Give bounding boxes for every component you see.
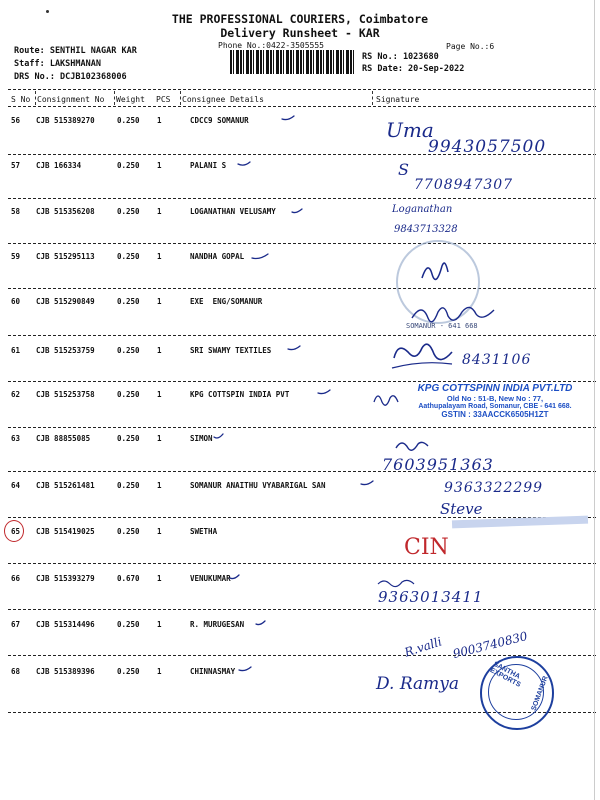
phone-number: Phone No.:0422-3505555 bbox=[218, 41, 324, 50]
row-weight: 0.250 bbox=[117, 116, 140, 125]
document-subtitle: Delivery Runsheet - KAR bbox=[220, 26, 380, 40]
signature-61-phone: 8431106 bbox=[462, 352, 532, 368]
row-sno: 65 bbox=[11, 527, 21, 536]
rs-date: RS Date: 20-Sep-2022 bbox=[362, 64, 465, 74]
signature-65: CIN bbox=[404, 535, 449, 560]
row-sno: 66 bbox=[11, 574, 21, 583]
page-edge bbox=[594, 0, 595, 800]
row-weight: 0.250 bbox=[117, 667, 140, 676]
row-consignment: CJB 515393279 bbox=[36, 574, 95, 583]
signature-57: S bbox=[398, 160, 409, 179]
row-pcs: 1 bbox=[157, 297, 162, 306]
signature-68-name2: D. Ramya bbox=[376, 674, 460, 694]
row-consignment: CJB 515314496 bbox=[36, 620, 95, 629]
row-consignment: CJB 515295113 bbox=[36, 252, 95, 261]
signature-66-phone: 9363013411 bbox=[378, 588, 484, 606]
row-consignee: SOMANUR ANAITHU VYABARIGAL SAN bbox=[190, 481, 326, 490]
row-pcs: 1 bbox=[157, 574, 162, 583]
row-sno: 63 bbox=[11, 434, 21, 443]
row-consignee: VENUKUMAR bbox=[190, 574, 231, 583]
stamp-text-bottom: SOMANUR bbox=[530, 675, 550, 712]
row-sno: 60 bbox=[11, 297, 21, 306]
row-consignment: CJB 515253759 bbox=[36, 346, 95, 355]
signature-62 bbox=[372, 388, 400, 408]
scan-dot bbox=[46, 10, 49, 13]
staff-label: Staff: LAKSHMANAN bbox=[14, 59, 101, 69]
signature-63 bbox=[392, 436, 432, 456]
row-weight: 0.250 bbox=[117, 620, 140, 629]
row-weight: 0.250 bbox=[117, 481, 140, 490]
kpg-stamp-gstin: GSTIN : 33AACCK6505H1ZT bbox=[441, 410, 549, 419]
row-weight: 0.670 bbox=[117, 574, 140, 583]
row-consignee: CHINNASMAY bbox=[190, 667, 236, 676]
row-weight: 0.250 bbox=[117, 434, 140, 443]
row-pcs: 1 bbox=[157, 667, 162, 676]
kpg-stamp-name: KPG COTTSPINN INDIA PVT.LTD bbox=[417, 383, 573, 394]
row-weight: 0.250 bbox=[117, 390, 140, 399]
row-consignee: SIMON bbox=[190, 434, 213, 443]
row-consignee: CDCC9 SOMANUR bbox=[190, 116, 249, 125]
col-weight: Weight bbox=[116, 95, 145, 104]
kpg-company-stamp bbox=[400, 383, 590, 419]
row-consignee: SWETHA bbox=[190, 527, 218, 536]
row-pcs: 1 bbox=[157, 620, 162, 629]
row-consignment: CJB 515290849 bbox=[36, 297, 95, 306]
row-pcs: 1 bbox=[157, 116, 162, 125]
row-sno: 68 bbox=[11, 667, 21, 676]
kpg-stamp-address2: Aathupalayam Road, Somanur, CBE - 641 668. bbox=[418, 403, 572, 410]
row-consignee: NANDHA GOPAL bbox=[190, 252, 245, 261]
signature-68-phone: 9003740830 bbox=[451, 628, 529, 662]
signature-58-phone: 9843713328 bbox=[394, 224, 458, 235]
kpg-stamp-address1: Old No : 51-B, New No : 77, bbox=[446, 394, 544, 403]
col-consignee: Consignee Details bbox=[182, 95, 264, 104]
rs-number: RS No.: 1023680 bbox=[362, 52, 439, 62]
row-sno: 57 bbox=[11, 161, 21, 170]
row-sno: 62 bbox=[11, 390, 21, 399]
signature-64-phone: 9363322299 bbox=[444, 480, 544, 496]
row-weight: 0.250 bbox=[117, 297, 140, 306]
signature-60 bbox=[410, 300, 500, 330]
signature-57-phone: 7708947307 bbox=[414, 177, 514, 193]
row-weight: 0.250 bbox=[117, 161, 140, 170]
row-pcs: 1 bbox=[157, 252, 162, 261]
row-consignment: CJB 515261481 bbox=[36, 481, 95, 490]
document-title: THE PROFESSIONAL COURIERS, Coimbatore bbox=[171, 12, 429, 26]
row-sno: 56 bbox=[11, 116, 21, 125]
drs-label: DRS No.: DCJB102368006 bbox=[14, 72, 127, 82]
row-consignment: CJB 88855085 bbox=[36, 434, 91, 443]
row-sno: 58 bbox=[11, 207, 21, 216]
row-consignee: R. MURUGESAN bbox=[190, 620, 245, 629]
row-consignee: KPG COTTSPIN INDIA PVT bbox=[190, 390, 290, 399]
row-sno: 67 bbox=[11, 620, 21, 629]
row-pcs: 1 bbox=[157, 346, 162, 355]
exe-stamp-text: SOMANUR - 641 668 bbox=[406, 322, 478, 330]
signature-56-phone: 9943057500 bbox=[428, 137, 547, 157]
row-consignment: CJB 515253758 bbox=[36, 390, 95, 399]
row-weight: 0.250 bbox=[117, 252, 140, 261]
stamp-text-top: SANTHA EXPORTS bbox=[488, 660, 522, 689]
col-signature: Signature bbox=[376, 95, 420, 104]
signature-58: Loganathan bbox=[392, 204, 453, 215]
row-consignee: EXE ENG/SOMANUR bbox=[190, 297, 263, 306]
row-consignment: CJB 515389396 bbox=[36, 667, 95, 676]
row-consignee: LOGANATHAN VELUSAMY bbox=[190, 207, 276, 216]
signature-68-name1: R.valli bbox=[402, 634, 444, 660]
row-pcs: 1 bbox=[157, 390, 162, 399]
col-sno: S No bbox=[11, 95, 31, 104]
row-consignee: SRI SWAMY TEXTILES bbox=[190, 346, 272, 355]
signature-59 bbox=[418, 258, 458, 288]
row-consignment: CJB 515389270 bbox=[36, 116, 95, 125]
row-consignment: CJB 166334 bbox=[36, 161, 82, 170]
page-number: Page No.:6 bbox=[446, 42, 495, 51]
col-consignment: Consignment No bbox=[37, 95, 105, 104]
santha-exports-stamp bbox=[480, 656, 554, 730]
signature-61 bbox=[388, 338, 458, 374]
signature-56: Uma bbox=[386, 118, 434, 142]
row-consignment: CJB 515419025 bbox=[36, 527, 95, 536]
row-sno: 59 bbox=[11, 252, 21, 261]
row-pcs: 1 bbox=[157, 434, 162, 443]
row-pcs: 1 bbox=[157, 481, 162, 490]
signature-63-phone: 7603951363 bbox=[382, 455, 494, 474]
row-sno: 64 bbox=[11, 481, 21, 490]
row-consignment: CJB 515356208 bbox=[36, 207, 95, 216]
row-sno: 61 bbox=[11, 346, 21, 355]
route-label: Route: SENTHIL NAGAR KAR bbox=[14, 46, 137, 56]
row-consignee: PALANI S bbox=[190, 161, 227, 170]
row-pcs: 1 bbox=[157, 527, 162, 536]
col-pcs: PCS bbox=[156, 95, 171, 104]
row-weight: 0.250 bbox=[117, 527, 140, 536]
row-pcs: 1 bbox=[157, 207, 162, 216]
row-pcs: 1 bbox=[157, 161, 162, 170]
row-weight: 0.250 bbox=[117, 207, 140, 216]
signature-64: Steve bbox=[440, 500, 483, 518]
row-weight: 0.250 bbox=[117, 346, 140, 355]
